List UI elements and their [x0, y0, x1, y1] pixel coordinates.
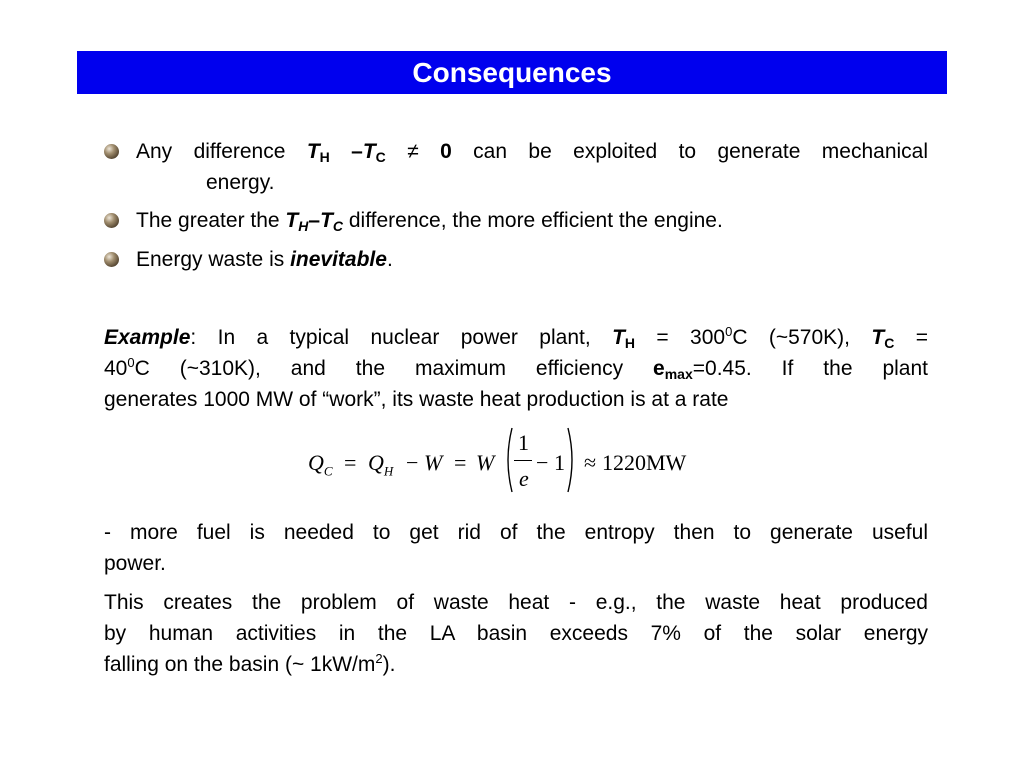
bullet-item-2 [104, 205, 928, 236]
title-bar [77, 51, 947, 94]
waste-heat-paragraph: This creates the problem of waste heat - e.g., the waste heat produced by human activities in the LA basin exceeds 7% of the solar energy falling on the basin (~ $1kW/m^2$). [104, 591, 928, 676]
bullet-icon [104, 144, 119, 159]
bullet-item-3 [104, 244, 928, 275]
right-paren [566, 426, 578, 494]
bullet-text-2: The greater the $T_H-T_C$ difference, the more efficient the engine. [136, 209, 723, 234]
waste-heat-formula: $Q_C$ = $Q_H$ − W = W 1 e − 1 ≈ 1220MW [308, 426, 728, 498]
slide-title: Consequences [412, 56, 612, 88]
bullet-text-3: Energy waste is inevitable. [136, 248, 393, 271]
example-paragraph: Example: In a typical nuclear power plant, $T_H = 300^0C$ (~570K), $T_C$ = $40^0C$ (~310K), and the maximum efficiency $e_{max}=0.45$. If the plant generates 1000 MW of “work”, its waste heat production is at a rate [104, 324, 928, 411]
left-paren [502, 426, 514, 494]
bullet-icon [104, 213, 119, 228]
bullet-text-1: Any difference $T_H$ $-T_C \ne 0$ can be exploited to generate mechanical energy. [136, 140, 929, 194]
bullet-icon [104, 252, 119, 267]
fraction-bar [514, 460, 532, 461]
fuel-note-paragraph: - more fuel is needed to get rid of the entropy then to generate useful power. [104, 521, 928, 575]
bullet-item-1 [104, 136, 928, 198]
